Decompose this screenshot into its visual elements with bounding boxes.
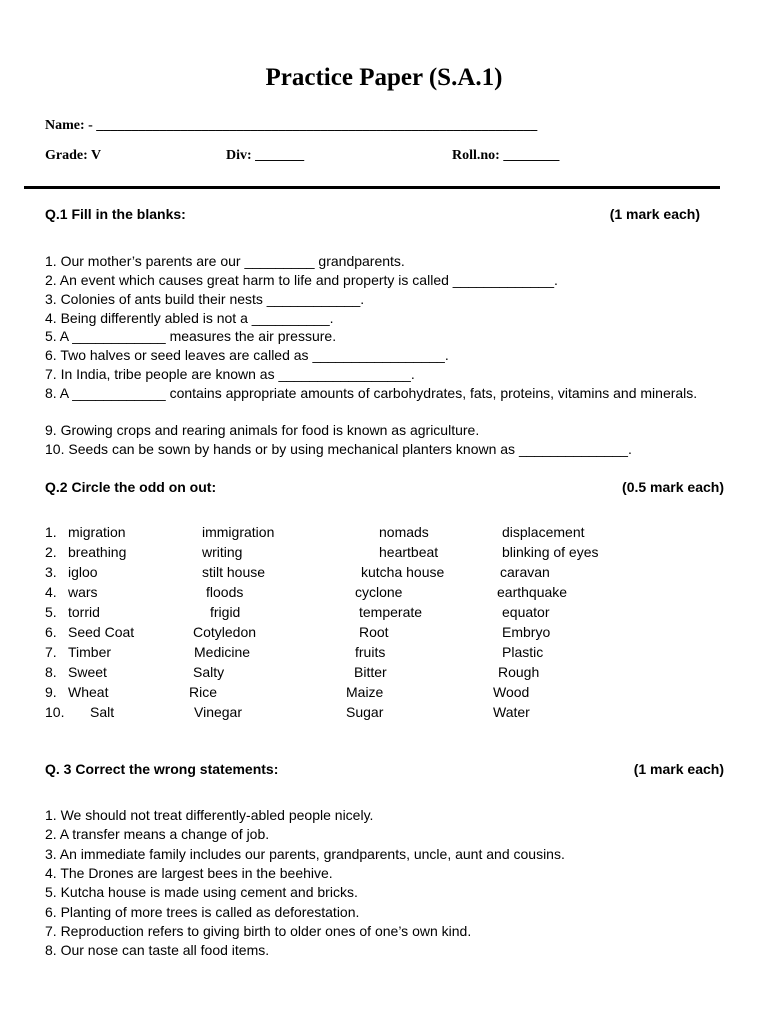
option-c2: frigid <box>210 604 241 620</box>
q1-item: 1. Our mother’s parents are our _________ grandparents. <box>45 253 405 269</box>
q1-item: 6. Two halves or seed leaves are called as _________________. <box>45 347 449 363</box>
row-number: 7. <box>45 644 57 660</box>
name-field-label: Name: - _______________________________________________________________ <box>45 118 538 133</box>
q3-item: 1. We should not treat differently-abled people nicely. <box>45 807 374 823</box>
option-c1: Salt <box>90 704 115 720</box>
option-c4: Plastic <box>502 644 544 660</box>
roll-no-field-label: Roll.no: ________ <box>452 148 560 163</box>
option-c1: torrid <box>68 604 100 620</box>
option-c4: equator <box>502 604 550 620</box>
option-c3: Root <box>359 624 389 640</box>
option-c3: kutcha house <box>361 564 445 580</box>
option-c1: Seed Coat <box>68 624 135 640</box>
row-number: 5. <box>45 604 57 620</box>
option-c4: caravan <box>500 564 550 580</box>
option-c3: nomads <box>379 524 429 540</box>
page-title: Practice Paper (S.A.1) <box>265 64 503 91</box>
q3-item: 6. Planting of more trees is called as deforestation. <box>45 904 360 920</box>
option-c2: immigration <box>202 524 275 540</box>
q3-item: 7. Reproduction refers to giving birth to older ones of one’s own kind. <box>45 923 472 939</box>
option-c2: Medicine <box>194 644 251 660</box>
option-c2: Salty <box>193 664 225 680</box>
option-c2: Cotyledon <box>193 624 257 640</box>
option-c3: Sugar <box>346 704 384 720</box>
option-c4: Embryo <box>502 624 551 640</box>
div-field-label: Div: _______ <box>226 148 305 163</box>
q3-item: 4. The Drones are largest bees in the beehive. <box>45 865 333 881</box>
q3-item: 5. Kutcha house is made using cement and bricks. <box>45 884 358 900</box>
row-number: 2. <box>45 544 57 560</box>
header-divider <box>24 186 720 189</box>
row-number: 1. <box>45 524 57 540</box>
q3-item: 2. A transfer means a change of job. <box>45 826 270 842</box>
option-c4: Water <box>493 704 530 720</box>
q1-item: 10. Seeds can be sown by hands or by using mechanical planters known as ______________. <box>45 441 632 457</box>
row-number: 6. <box>45 624 57 640</box>
option-c4: Wood <box>493 684 530 700</box>
option-c4: Rough <box>498 664 540 680</box>
q2-heading: Q.2 Circle the odd on out: <box>45 479 217 495</box>
row-number: 4. <box>45 584 57 600</box>
q3-item: 8. Our nose can taste all food items. <box>45 942 270 958</box>
option-c1: breathing <box>68 544 127 560</box>
option-c1: wars <box>68 584 98 600</box>
option-c1: Sweet <box>68 664 107 680</box>
q1-item: 7. In India, tribe people are known as _________________. <box>45 366 415 382</box>
row-number: 3. <box>45 564 57 580</box>
option-c1: Wheat <box>68 684 109 700</box>
grade-label: Grade: V <box>45 148 102 163</box>
option-c4: blinking of eyes <box>502 544 599 560</box>
option-c4: displacement <box>502 524 585 540</box>
q3-heading: Q. 3 Correct the wrong statements: <box>45 761 279 777</box>
q3-item: 3. An immediate family includes our parents, grandparents, uncle, aunt and cousins. <box>45 846 565 862</box>
option-c1: igloo <box>68 564 98 580</box>
q1-heading: Q.1 Fill in the blanks: <box>45 206 186 222</box>
option-c3: heartbeat <box>379 544 439 560</box>
q1-item: 2. An event which causes great harm to life and property is called _____________. <box>45 272 558 288</box>
option-c3: Maize <box>346 684 384 700</box>
option-c2: writing <box>202 544 243 560</box>
option-c3: temperate <box>359 604 423 620</box>
row-number: 8. <box>45 664 57 680</box>
q1-item: 8. A ____________ contains appropriate amounts of carbohydrates, fats, proteins, vitamins and minerals. <box>45 385 698 401</box>
q1-item: 5. A ____________ measures the air pressure. <box>45 328 337 344</box>
option-c4: earthquake <box>497 584 568 600</box>
q2-marks: (0.5 mark each) <box>622 479 724 495</box>
option-c2: floods <box>206 584 244 600</box>
option-c3: cyclone <box>355 584 403 600</box>
row-number: 9. <box>45 684 57 700</box>
option-c3: Bitter <box>354 664 387 680</box>
option-c2: stilt house <box>202 564 266 580</box>
option-c2: Vinegar <box>194 704 243 720</box>
q3-marks: (1 mark each) <box>633 761 724 777</box>
q1-item: 4. Being differently abled is not a __________. <box>45 310 334 326</box>
q1-item: 3. Colonies of ants build their nests ____________. <box>45 291 365 307</box>
q1-marks: (1 mark each) <box>609 206 700 222</box>
option-c2: Rice <box>189 684 218 700</box>
option-c1: migration <box>68 524 126 540</box>
row-number: 10. <box>45 704 65 720</box>
option-c1: Timber <box>68 644 112 660</box>
option-c3: fruits <box>355 644 386 660</box>
q1-item: 9. Growing crops and rearing animals for food is known as agriculture. <box>45 422 480 438</box>
